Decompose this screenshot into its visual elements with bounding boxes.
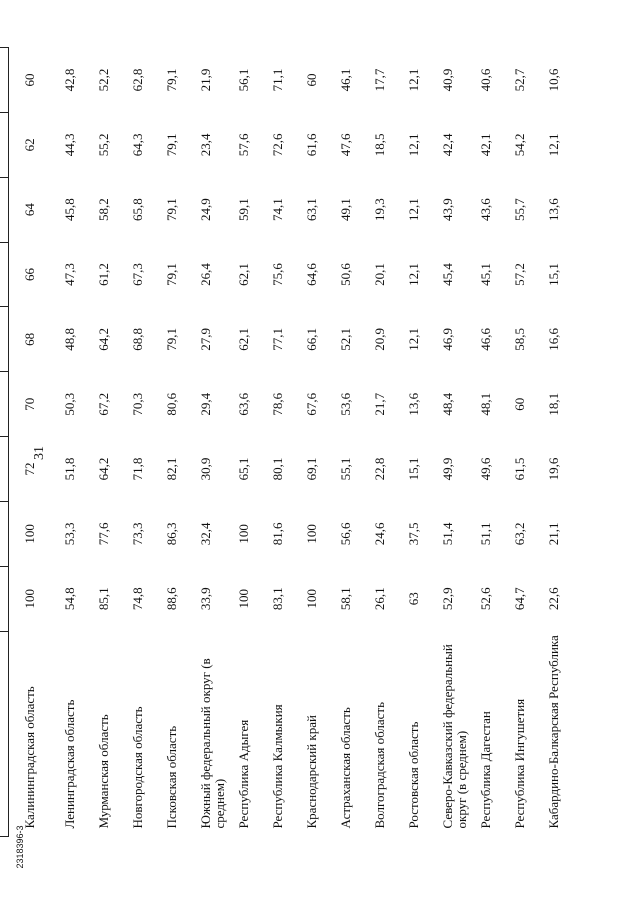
region-name: Калининградская область [22,686,37,829]
table-cell: 32,4 [198,522,213,546]
table-cell: 45,8 [62,198,77,222]
table-cell: 26,1 [372,587,387,611]
table-header-row [0,48,9,837]
table-cell: 12,1 [406,198,421,222]
table-cell: 15,1 [546,263,561,286]
table-cell: 49,6 [478,457,493,481]
table-cell: 64,3 [130,133,145,157]
table-cell: 62,1 [236,263,251,286]
table-cell: 57,2 [512,263,527,286]
header-year [0,372,9,437]
table-row [477,48,511,837]
table-cell: 19,6 [546,457,561,481]
region-name: Волгоградская область [372,701,387,829]
region-name: Ленинградская область [62,699,77,829]
region-name: Краснодарский край [304,715,319,829]
table-cell: 49,9 [440,457,455,481]
table-row [405,48,439,837]
region-name: Мурманская область [96,714,111,829]
table-cell: 40,6 [478,68,493,92]
table-cell: 21,9 [198,68,213,92]
table-cell: 63,6 [236,392,251,416]
table-row [511,48,545,837]
table-row [9,48,62,837]
table-cell: 75,6 [270,263,285,286]
region-name: Южный федеральный округ (в среднем) [198,658,227,829]
table-cell: 51,8 [62,457,77,481]
table-cell: 42,4 [440,133,455,157]
table-row [337,48,371,837]
table-cell: 56,6 [338,522,353,546]
table-cell: 72 [22,462,37,476]
table-row [439,48,477,837]
table-cell: 47,3 [62,263,77,286]
table-cell: 63,2 [512,522,527,546]
table-cell: 77,1 [270,327,285,351]
table-cell: 79,1 [164,68,179,92]
table-cell: 63,1 [304,198,319,222]
table-cell: 79,1 [164,198,179,222]
table-cell: 46,9 [440,327,455,351]
table-row [371,48,405,837]
table-cell: 60 [512,397,527,411]
region-name: Астраханская область [338,707,353,829]
table-row [235,48,269,837]
table-cell: 59,1 [236,198,251,222]
table-row [129,48,163,837]
table-cell: 83,1 [270,587,285,611]
table-cell: 67,6 [304,392,319,416]
header-year [0,48,9,113]
header-year [0,177,9,242]
table-cell: 55,7 [512,198,527,222]
table-cell: 20,1 [372,263,387,286]
table-cell: 40,9 [440,68,455,92]
table-cell: 48,1 [478,392,493,416]
table-cell: 79,1 [164,327,179,351]
table-cell: 56,1 [236,68,251,92]
header-year [0,566,9,631]
table-cell: 13,6 [406,392,421,416]
table-cell: 10,6 [546,68,561,92]
table-cell: 70,3 [130,392,145,416]
region-name: Кабардино-Балкарская Республика [546,635,561,829]
region-name: Республика Калмыкия [270,704,285,829]
table-row [61,48,95,837]
table-cell: 24,6 [372,522,387,546]
table-cell: 64,2 [96,457,111,481]
table-cell: 12,1 [406,133,421,157]
table-cell: 100 [304,588,319,609]
table-cell: 74,1 [270,198,285,222]
table-cell: 42,1 [478,133,493,157]
table-cell: 43,9 [440,198,455,222]
table-cell: 64,2 [96,327,111,351]
header-year [0,307,9,372]
table-cell: 37,5 [406,522,421,546]
table-row [197,48,235,837]
table-cell: 57,6 [236,133,251,157]
table-cell: 64,7 [512,587,527,611]
table-cell: 55,2 [96,133,111,157]
table-cell: 16,6 [546,327,561,351]
table-cell: 61,2 [96,263,111,286]
table-cell: 15,1 [406,457,421,481]
table-cell: 49,1 [338,198,353,222]
table-cell: 100 [22,524,37,544]
table-cell: 12,1 [546,133,561,157]
table-cell: 60 [22,73,37,87]
table-cell: 42,8 [62,68,77,92]
table-cell: 52,6 [478,587,493,611]
table-cell: 69,1 [304,457,319,481]
table-cell: 24,9 [198,198,213,222]
table-cell: 43,6 [478,198,493,222]
table-cell: 22,8 [372,457,387,481]
table-cell: 61,5 [512,457,527,481]
table-cell: 17,7 [372,68,387,92]
table-cell: 51,1 [478,522,493,546]
table-cell: 65,8 [130,198,145,222]
table-cell: 53,3 [62,522,77,546]
table-cell: 100 [236,524,251,544]
table-cell: 18,1 [546,392,561,416]
table-cell: 52,9 [440,587,455,611]
table-cell: 58,2 [96,198,111,222]
table-cell: 65,1 [236,457,251,481]
table-cell: 77,6 [96,522,111,546]
table-cell: 50,3 [62,392,77,416]
table-cell: 27,9 [198,327,213,351]
table-cell: 53,6 [338,392,353,416]
table-cell: 22,6 [546,587,561,611]
table-cell: 86,3 [164,522,179,546]
table-cell: 63 [406,592,421,606]
table-row [545,48,583,837]
table-cell: 78,6 [270,392,285,416]
table-cell: 12,1 [406,263,421,286]
table-cell: 85,1 [96,587,111,611]
region-name: Псковская область [164,725,179,829]
table-cell: 68,8 [130,327,145,351]
table-cell: 58,5 [512,327,527,351]
table-cell: 52,1 [338,327,353,351]
region-name: Республика Адыгея [236,719,251,829]
table-cell: 67,2 [96,392,111,416]
table-cell: 70 [22,397,37,411]
table-cell: 66 [22,268,37,282]
table-cell: 48,4 [440,392,455,416]
table-cell: 52,2 [96,68,111,92]
table-cell: 100 [304,524,319,544]
table-cell: 30,9 [198,457,213,481]
table-row [95,48,129,837]
table-cell: 18,5 [372,133,387,157]
header-year [0,112,9,177]
table-cell: 29,4 [198,392,213,416]
region-name: Ростовская область [406,721,421,829]
table-cell: 26,4 [198,263,213,286]
header-year [0,437,9,502]
table-cell: 50,6 [338,263,353,286]
page-number: 31 [32,446,47,460]
table-cell: 71,8 [130,457,145,481]
table-cell: 45,1 [478,263,493,286]
table-cell: 100 [22,588,37,609]
table-cell: 80,1 [270,457,285,481]
table-cell: 88,6 [164,587,179,611]
table-row [269,48,303,837]
table-cell: 54,8 [62,587,77,611]
table-cell: 67,3 [130,263,145,286]
table-cell: 58,1 [338,587,353,611]
table-cell: 46,1 [338,68,353,92]
region-name: Северо-Кавказский федеральный округ (в среднем) [440,644,469,829]
table-cell: 80,6 [164,392,179,416]
table-row [303,48,337,837]
table-cell: 51,4 [440,522,455,546]
table-cell: 72,6 [270,133,285,157]
table-cell: 62,1 [236,327,251,351]
table-cell: 46,6 [478,327,493,351]
document-code: 2318396-3 [15,825,25,869]
table-cell: 55,1 [338,457,353,481]
table-cell: 74,8 [130,587,145,611]
table-cell: 79,1 [164,133,179,157]
data-table [0,47,583,837]
table-cell: 19,3 [372,198,387,222]
table-cell: 71,1 [270,68,285,92]
table-cell: 62,8 [130,68,145,92]
table-row [163,48,197,837]
table-cell: 45,4 [440,263,455,286]
table-cell: 64 [22,203,37,217]
region-name: Новгородская область [130,706,145,829]
table-cell: 52,7 [512,68,527,92]
table-cell: 23,4 [198,133,213,157]
table-cell: 13,6 [546,198,561,222]
table-cell: 61,6 [304,133,319,157]
region-name: Республика Дагестан [478,711,493,829]
header-year [0,501,9,566]
table-body [9,48,584,837]
table-cell: 60 [304,73,319,87]
table-cell: 54,2 [512,133,527,157]
table-cell: 12,1 [406,68,421,92]
table-cell: 100 [236,588,251,609]
table-cell: 64,6 [304,263,319,286]
table-cell: 81,6 [270,522,285,546]
table-cell: 62 [22,138,37,152]
table-cell: 47,6 [338,133,353,157]
table-cell: 21,7 [372,392,387,416]
table-cell: 33,9 [198,587,213,611]
table-cell: 66,1 [304,327,319,351]
table-cell: 68 [22,332,37,346]
table-cell: 44,3 [62,133,77,157]
header-year [0,242,9,307]
table-cell: 79,1 [164,263,179,286]
data-table-container [0,47,561,837]
region-name: Республика Ингушетия [512,698,527,829]
table-cell: 82,1 [164,457,179,481]
table-cell: 21,1 [546,522,561,546]
header-name [0,631,9,836]
table-cell: 20,9 [372,327,387,351]
table-cell: 73,3 [130,522,145,546]
table-cell: 12,1 [406,327,421,351]
table-cell: 48,8 [62,327,77,351]
